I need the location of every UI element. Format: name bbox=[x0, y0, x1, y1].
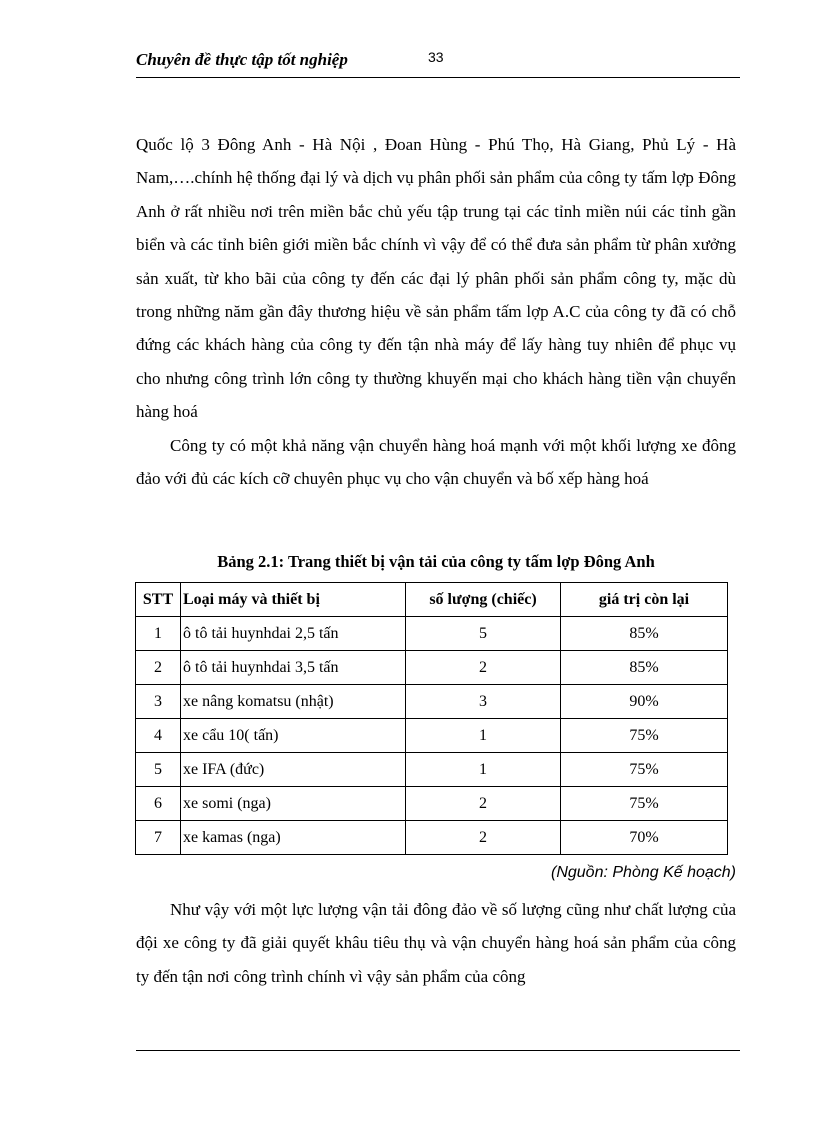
cell-residual-value: 85% bbox=[561, 651, 728, 685]
header-divider bbox=[136, 77, 740, 78]
cell-equipment: xe IFA (đức) bbox=[181, 753, 406, 787]
cell-stt: 4 bbox=[136, 719, 181, 753]
cell-quantity: 1 bbox=[406, 719, 561, 753]
cell-quantity: 3 bbox=[406, 685, 561, 719]
cell-quantity: 2 bbox=[406, 651, 561, 685]
cell-residual-value: 75% bbox=[561, 719, 728, 753]
cell-quantity: 2 bbox=[406, 787, 561, 821]
cell-equipment: xe somi (nga) bbox=[181, 787, 406, 821]
header-stt: STT bbox=[136, 583, 181, 617]
header-residual-value: giá trị còn lại bbox=[561, 583, 728, 617]
header-title: Chuyên đề thực tập tốt nghiệp bbox=[136, 50, 348, 69]
cell-stt: 1 bbox=[136, 617, 181, 651]
cell-stt: 7 bbox=[136, 821, 181, 855]
cell-equipment: xe cẩu 10( tấn) bbox=[181, 719, 406, 753]
table-row bbox=[136, 753, 728, 787]
table-row bbox=[136, 685, 728, 719]
header-equipment: Loại máy và thiết bị bbox=[181, 583, 406, 617]
cell-equipment: xe nâng komatsu (nhật) bbox=[181, 685, 406, 719]
paragraph-3: Như vậy với một lực lượng vận tải đông đảo về số lượng cũng như chất lượng của đội xe công ty đã giải quyết khâu tiêu thụ và vận chuyển hàng hoá sản phẩm của công ty đến tận nơi công trình chính vì vậy sản phẩm của công bbox=[136, 900, 736, 986]
body-text-top bbox=[136, 128, 736, 495]
cell-stt: 5 bbox=[136, 753, 181, 787]
cell-residual-value: 75% bbox=[561, 787, 728, 821]
table-row bbox=[136, 617, 728, 651]
table-caption: Bảng 2.1: Trang thiết bị vận tải của công ty tấm lợp Đông Anh bbox=[217, 552, 655, 571]
cell-residual-value: 85% bbox=[561, 617, 728, 651]
paragraph-2: Công ty có một khả năng vận chuyển hàng hoá mạnh với một khối lượng xe đông đảo với đủ các kích cỡ chuyên phục vụ cho vận chuyển và bố xếp hàng hoá bbox=[136, 435, 736, 489]
table-row bbox=[136, 719, 728, 753]
cell-stt: 3 bbox=[136, 685, 181, 719]
table-row bbox=[136, 787, 728, 821]
header-quantity: số lượng (chiếc) bbox=[406, 583, 561, 617]
cell-quantity: 2 bbox=[406, 821, 561, 855]
equipment-table bbox=[135, 582, 728, 855]
cell-quantity: 5 bbox=[406, 617, 561, 651]
table-row bbox=[136, 651, 728, 685]
paragraph-1: Quốc lộ 3 Đông Anh - Hà Nội , Đoan Hùng - Phú Thọ, Hà Giang, Phủ Lý - Hà Nam,….chính hệ thống đại lý và dịch vụ phân phối sản phẩm của công ty tấm lợp Đông Anh ở rất nhiều nơi trên miền bắc chủ yếu tập trung tại các tỉnh miền núi các tỉnh gần biển và các tỉnh biên giới miền bắc chính vì vậy để có thể đưa sản phẩm từ phân xưởng sản xuất, từ kho bãi của công ty đến các đại lý phân phối sản phẩm công ty, mặc dù trong những năm gần đây thương hiệu về sản phẩm tấm lợp A.C của công ty đã có chỗ đứng các khách hàng của công ty đến tận nhà máy để lấy hàng tuy nhiên để phục vụ cho nhưng công trình lớn công ty thường khuyến mại cho khách hàng tiền vận chuyển hàng hoá bbox=[136, 135, 736, 422]
cell-stt: 6 bbox=[136, 787, 181, 821]
page-number: 33 bbox=[428, 49, 444, 65]
cell-quantity: 1 bbox=[406, 753, 561, 787]
page-header bbox=[136, 46, 740, 74]
table-row bbox=[136, 821, 728, 855]
cell-equipment: ô tô tải huynhdai 3,5 tấn bbox=[181, 651, 406, 685]
table-header-row bbox=[136, 583, 728, 617]
cell-equipment: xe kamas (nga) bbox=[181, 821, 406, 855]
cell-residual-value: 75% bbox=[561, 753, 728, 787]
cell-residual-value: 90% bbox=[561, 685, 728, 719]
footer-divider bbox=[136, 1050, 740, 1051]
cell-residual-value: 70% bbox=[561, 821, 728, 855]
cell-equipment: ô tô tải huynhdai 2,5 tấn bbox=[181, 617, 406, 651]
cell-stt: 2 bbox=[136, 651, 181, 685]
table-source-note: (Nguồn: Phòng Kế hoạch) bbox=[550, 864, 736, 881]
